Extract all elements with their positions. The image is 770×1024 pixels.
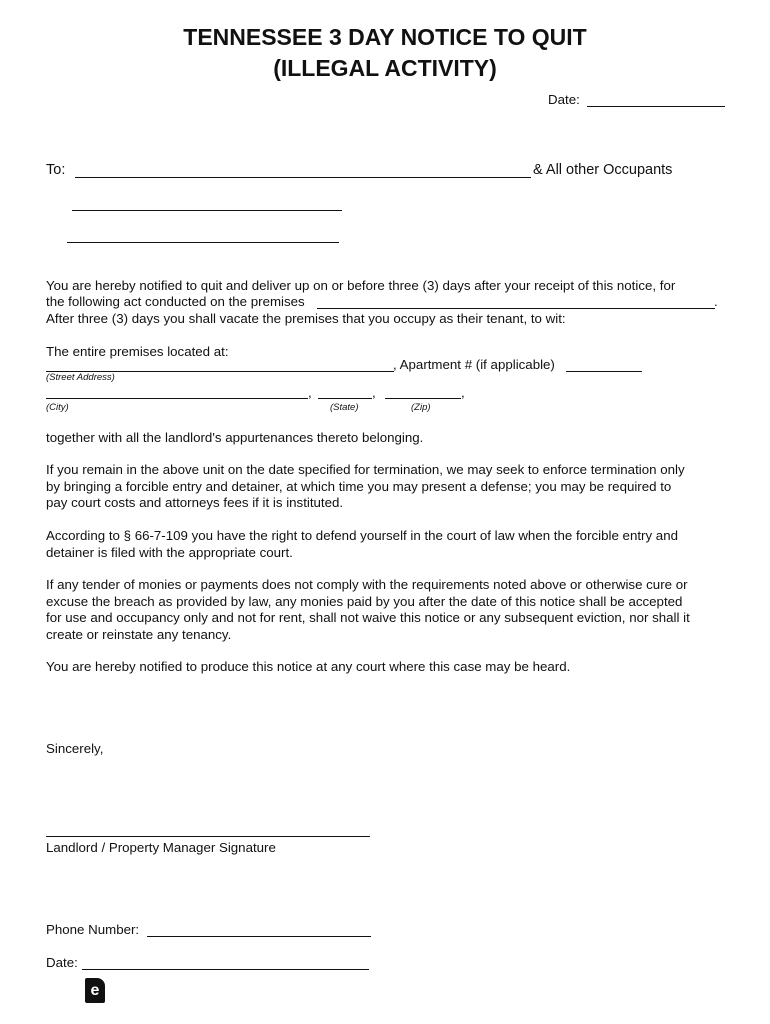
notice-line-1: You are hereby notified to quit and deliver up on or before three (3) days after your receipt of this notice, for	[46, 278, 676, 293]
recipient-line-3[interactable]	[67, 242, 339, 243]
apartment-field[interactable]	[566, 371, 642, 372]
paragraph-tender: If any tender of monies or payments does not comply with the requirements noted above or otherwise cure or excuse the breach as provided by law, any monies paid by you after the date of this notice shall be accepted for use and occupancy only and not for rent, shall not waive this notice or any subsequent eviction, nor shall it create or reinstate any tenancy.	[46, 577, 690, 642]
eforms-logo-icon: e	[85, 978, 105, 1003]
period: .	[714, 294, 718, 309]
phone-field[interactable]	[147, 936, 371, 937]
document-subtitle: (ILLEGAL ACTIVITY)	[273, 55, 497, 81]
notice-line-3: After three (3) days you shall vacate the premises that you occupy as their tenant, to wit:	[46, 311, 566, 326]
occupants-text: & All other Occupants	[533, 162, 673, 178]
comma: ,	[461, 385, 465, 400]
date-bottom-field[interactable]	[82, 969, 369, 970]
to-label: To:	[46, 162, 66, 178]
to-field[interactable]	[75, 177, 531, 178]
appurtenances-text: together with all the landlord's appurtenances thereto belonging.	[46, 430, 424, 445]
zip-field[interactable]	[385, 398, 461, 399]
date-field[interactable]	[587, 106, 725, 107]
paragraph-remain: If you remain in the above unit on the date specified for termination, we may seek to enforce termination only by bringing a forcible entry and detainer, at which time you may present a defense; you may be required to pay court costs and attorneys fees if it is instituted.	[46, 462, 685, 510]
comma: ,	[372, 385, 376, 400]
state-field[interactable]	[318, 398, 372, 399]
recipient-line-2[interactable]	[72, 210, 342, 211]
zip-caption: (Zip)	[411, 402, 431, 413]
sincerely-text: Sincerely,	[46, 741, 104, 756]
document-title: TENNESSEE 3 DAY NOTICE TO QUIT	[183, 24, 587, 50]
apartment-label: , Apartment # (if applicable)	[393, 357, 555, 372]
premises-label: The entire premises located at:	[46, 344, 229, 359]
date-bottom-label: Date:	[46, 955, 78, 970]
premises-act-field[interactable]	[317, 308, 715, 309]
phone-label: Phone Number:	[46, 922, 140, 937]
street-address-caption: (Street Address)	[46, 372, 115, 383]
city-field[interactable]	[46, 398, 308, 399]
city-caption: (City)	[46, 402, 69, 413]
comma: ,	[308, 385, 312, 400]
state-caption: (State)	[330, 402, 359, 413]
paragraph-produce: You are hereby notified to produce this notice at any court where this case may be heard.	[46, 659, 571, 674]
date-label: Date:	[548, 92, 580, 107]
signature-label: Landlord / Property Manager Signature	[46, 840, 276, 855]
paragraph-defend: According to § 66-7-109 you have the right to defend yourself in the court of law when the forcible entry and detainer is filed with the appropriate court.	[46, 528, 678, 560]
notice-line-2: the following act conducted on the premises	[46, 294, 305, 309]
signature-field[interactable]	[46, 836, 370, 837]
